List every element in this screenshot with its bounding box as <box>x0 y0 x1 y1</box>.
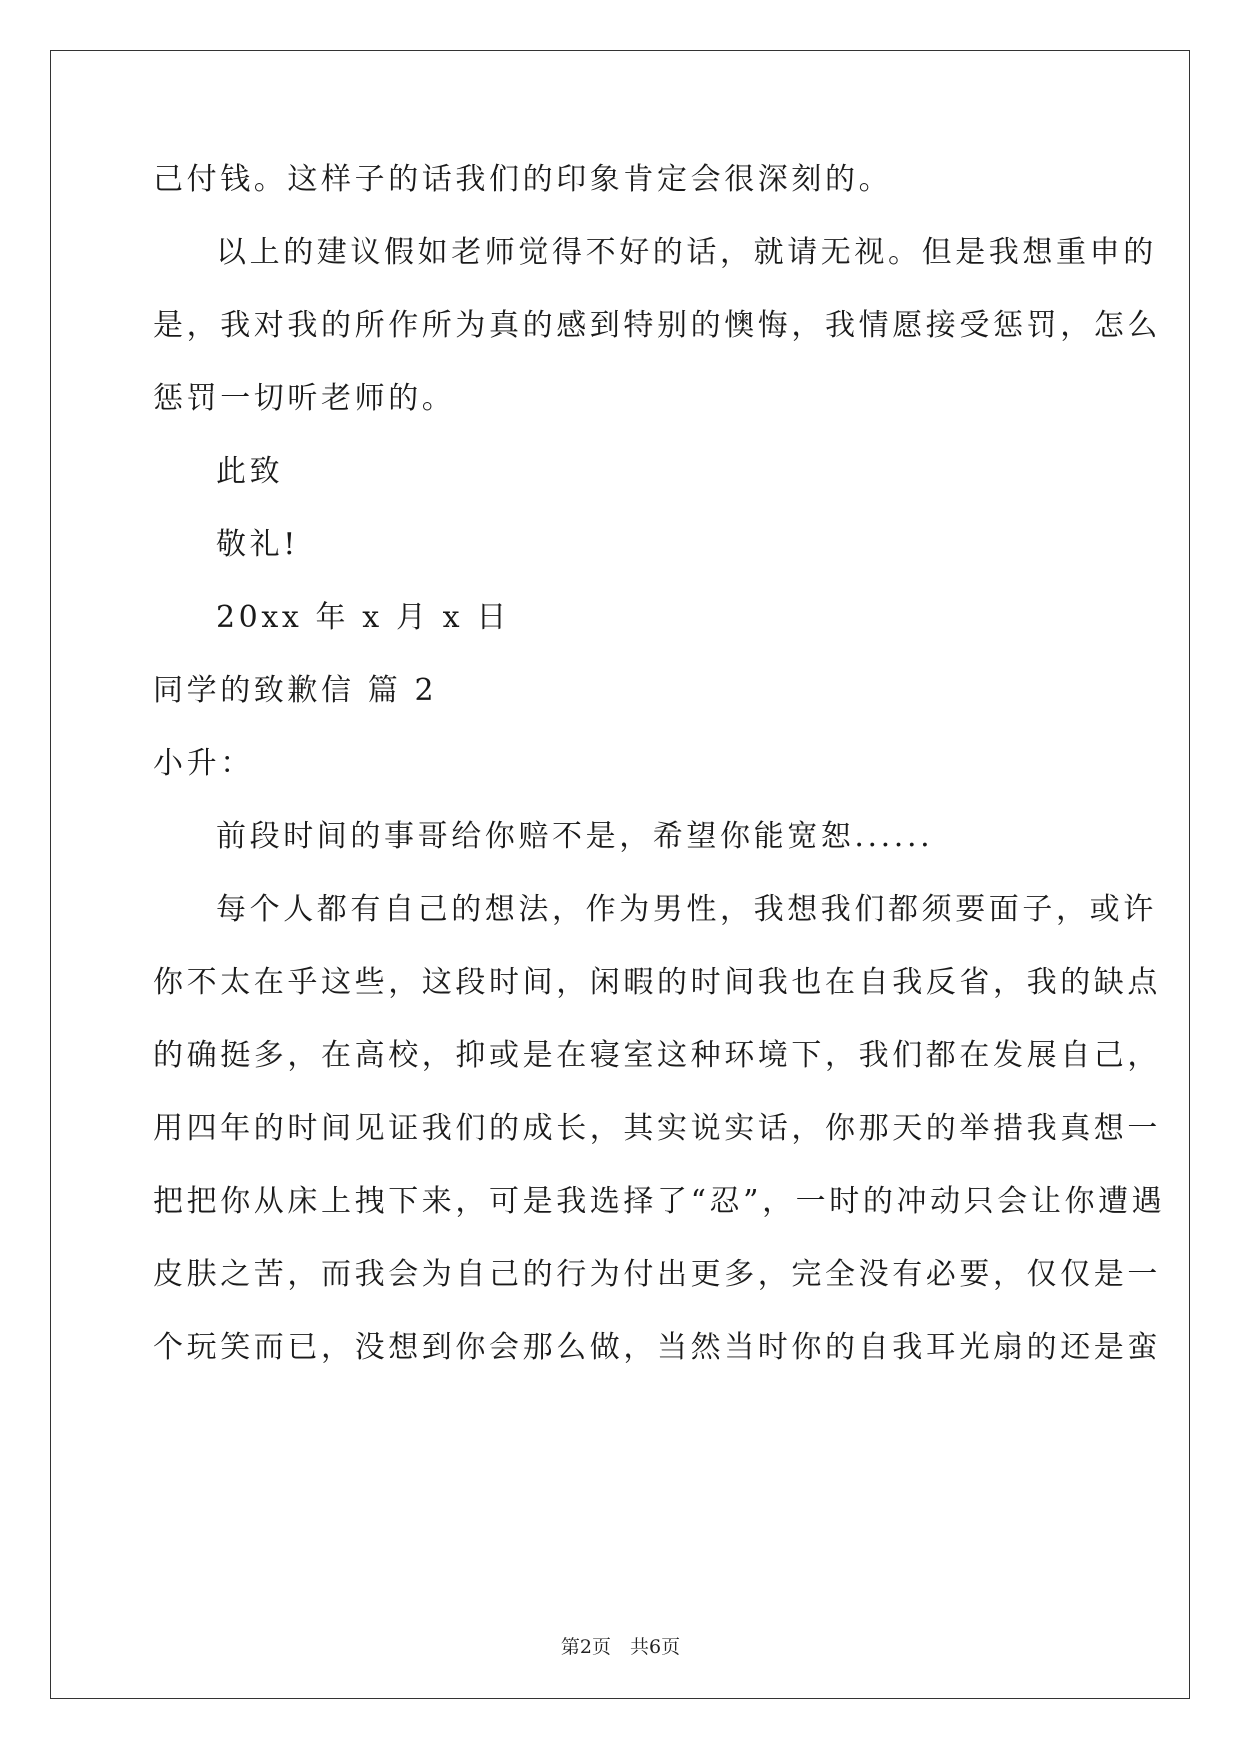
letter-recipient: 小升： <box>153 746 254 781</box>
text-line: 是，我对我的所作所为真的感到特别的懊悔，我情愿接受惩罚，怎么 <box>153 308 1161 343</box>
text-line: 皮肤之苦，而我会为自己的行为付出更多，完全没有必要，仅仅是一 <box>153 1257 1161 1292</box>
text-line: 惩罚一切听老师的。 <box>153 381 456 416</box>
letter-date: 20xx 年 x 月 x 日 <box>216 600 510 635</box>
text-line: 以上的建议假如老师觉得不好的话，就请无视。但是我想重申的 <box>216 235 1157 270</box>
page-number: 第2页 共6页 <box>560 1636 681 1658</box>
text-line: 用四年的时间见证我们的成长，其实说实话，你那天的举措我真想一 <box>153 1111 1161 1146</box>
closing-regards: 敬礼! <box>216 527 299 562</box>
text-line: 你不太在乎这些，这段时间，闲暇的时间我也在自我反省，我的缺点 <box>153 965 1161 1000</box>
text-line: 己付钱。这样子的话我们的印象肯定会很深刻的。 <box>153 162 893 197</box>
text-line: 的确挺多，在高校，抑或是在寝室这种环境下，我们都在发展自己， <box>153 1038 1161 1073</box>
closing-salutation: 此致 <box>216 454 284 489</box>
text-line: 个玩笑而已，没想到你会那么做，当然当时你的自我耳光扇的还是蛮 <box>153 1330 1161 1365</box>
text-line: 前段时间的事哥给你赔不是，希望你能宽恕...... <box>216 819 934 854</box>
section-heading: 同学的致歉信 篇 2 <box>153 673 438 708</box>
text-line: 把把你从床上拽下来，可是我选择了“忍”，一时的冲动只会让你遭遇 <box>153 1184 1166 1219</box>
page-border <box>50 50 1190 1699</box>
text-line: 每个人都有自己的想法，作为男性，我想我们都须要面子，或许 <box>216 892 1157 927</box>
